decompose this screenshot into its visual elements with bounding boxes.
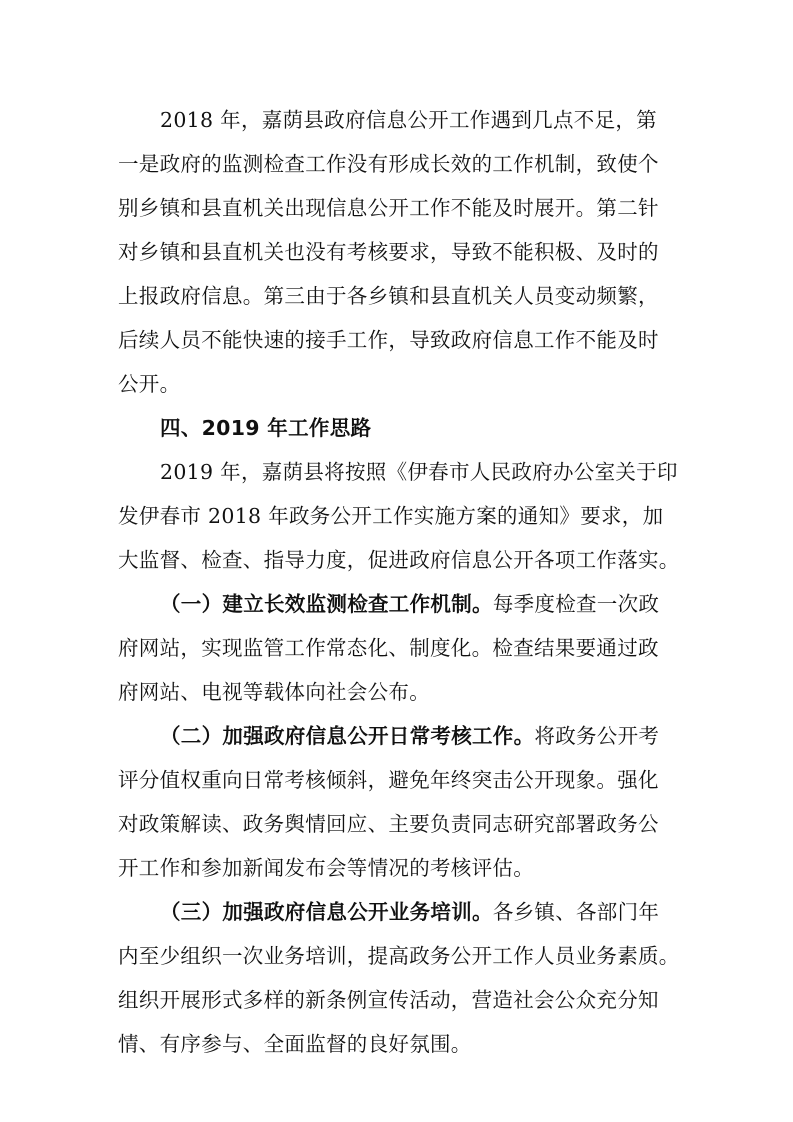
paragraph-line: 一是政府的监测检查工作没有形成长效的工作机制，致使个 <box>118 152 659 176</box>
paragraph-line: 2018 年，嘉荫县政府信息公开工作遇到几点不足，第 <box>160 108 657 132</box>
paragraph-line: 组织开展形式多样的新条例宣传活动，营造社会公众充分知 <box>118 988 659 1012</box>
sub-heading: （三）加强政府信息公开业务培训。 <box>160 900 493 924</box>
paragraph-line <box>118 714 678 758</box>
paragraph-text: 将政务公开考 <box>534 724 660 748</box>
document-body <box>118 98 678 1066</box>
paragraph-line: 后续人员不能快速的接手工作，导致政府信息工作不能及时 <box>118 328 659 352</box>
paragraph-line <box>118 582 678 626</box>
paragraph-line: 府网站，实现监管工作常态化、制度化。检查结果要通过政 <box>118 636 659 660</box>
paragraph-line: 大监督、检查、指导力度，促进政府信息公开各项工作落实。 <box>118 548 680 572</box>
paragraph-line: 上报政府信息。第三由于各乡镇和县直机关人员变动频繁， <box>118 284 659 308</box>
paragraph-line: 情、有序参与、全面监督的良好氛围。 <box>118 1032 472 1056</box>
paragraph-line: 府网站、电视等载体向社会公布。 <box>118 680 430 704</box>
paragraph-line: 评分值权重向日常考核倾斜，避免年终突击公开现象。强化 <box>118 768 659 792</box>
paragraph-line: 公开。 <box>118 372 181 396</box>
paragraph-line: 2019 年，嘉荫县将按照《伊春市人民政府办公室关于印 <box>160 460 678 484</box>
paragraph-line: 发伊春市 2018 年政务公开工作实施方案的通知》要求，加 <box>118 504 664 528</box>
paragraph-line: 对乡镇和县直机关也没有考核要求，导致不能积极、及时的 <box>118 240 659 264</box>
paragraph-line: 内至少组织一次业务培训，提高政务公开工作人员业务素质。 <box>118 944 680 968</box>
paragraph-line: 开工作和参加新闻发布会等情况的考核评估。 <box>118 856 534 880</box>
paragraph-text: 每季度检查一次政 <box>492 592 660 616</box>
sub-heading: （一）建立长效监测检查工作机制。 <box>160 592 493 616</box>
paragraph-line <box>118 890 678 934</box>
paragraph-line: 对政策解读、政务舆情回应、主要负责同志研究部署政务公 <box>118 812 659 836</box>
section-heading: 四、2019 年工作思路 <box>160 416 372 440</box>
paragraph-text: 各乡镇、各部门年 <box>492 900 660 924</box>
paragraph-line: 别乡镇和县直机关出现信息公开工作不能及时展开。第二针 <box>118 196 659 220</box>
sub-heading: （二）加强政府信息公开日常考核工作。 <box>160 724 535 748</box>
